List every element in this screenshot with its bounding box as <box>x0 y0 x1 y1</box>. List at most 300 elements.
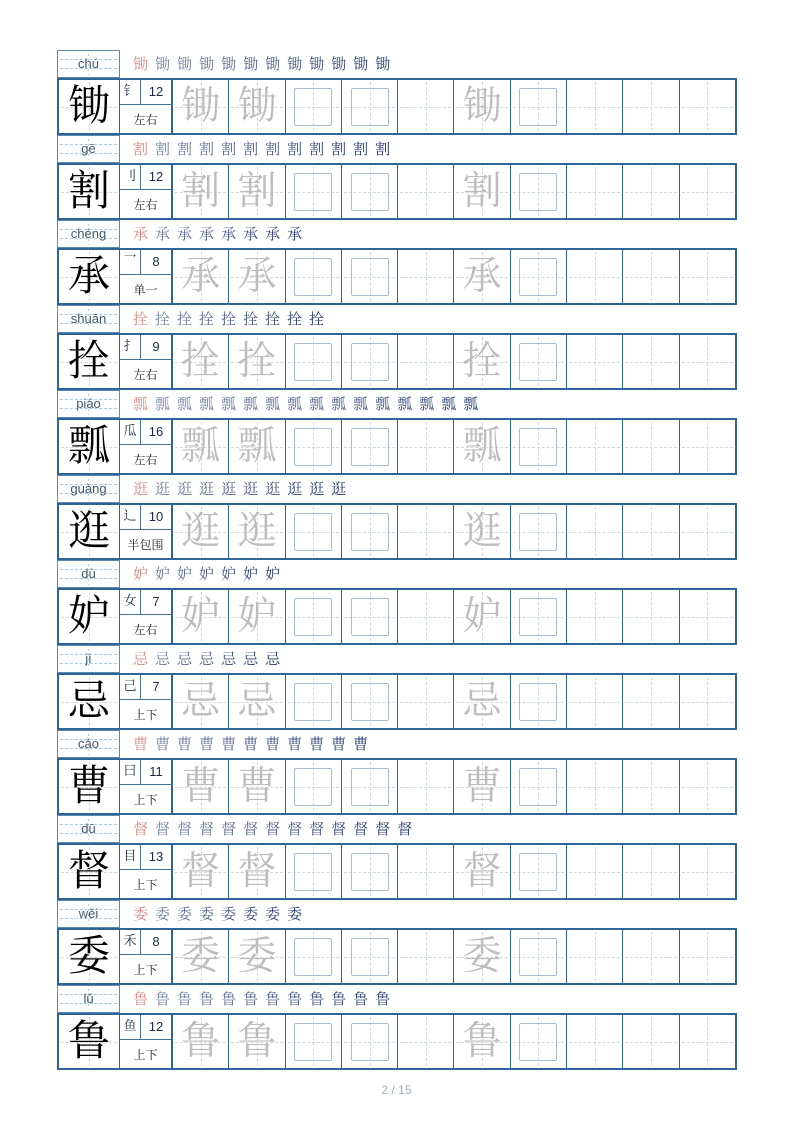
stroke-step-glyph: 锄 <box>133 54 149 73</box>
practice-row <box>57 248 737 305</box>
empty-practice-cell <box>397 1015 453 1068</box>
trace-character: 锄 <box>237 84 277 129</box>
writing-box <box>294 88 332 126</box>
empty-practice-cell <box>397 335 453 388</box>
stroke-step-glyph: 曹 <box>331 734 347 753</box>
empty-practice-cell <box>622 1015 678 1068</box>
trace-character-cell <box>228 420 284 473</box>
writing-box-cell <box>285 760 341 813</box>
character-practice-block <box>57 50 737 135</box>
writing-box <box>519 768 557 806</box>
empty-practice-cell <box>566 930 622 983</box>
stroke-step-glyph: 委 <box>287 904 303 923</box>
writing-box <box>351 853 389 891</box>
pinyin-stroke-strip <box>57 220 737 248</box>
writing-box-cell <box>341 165 397 218</box>
trace-character-cell <box>453 335 509 388</box>
practice-cells <box>172 845 735 898</box>
writing-box-cell <box>341 80 397 133</box>
stroke-step-glyph: 督 <box>243 819 259 838</box>
main-character-cell <box>59 165 120 218</box>
trace-character-cell <box>453 1015 509 1068</box>
radical-strokes-row <box>120 845 171 870</box>
trace-character-cell <box>228 930 284 983</box>
writing-box <box>351 598 389 636</box>
pinyin-stroke-strip <box>57 900 737 928</box>
trace-character-cell <box>453 250 509 303</box>
empty-practice-cell <box>622 930 678 983</box>
stroke-step-glyph: 拴 <box>309 309 325 328</box>
trace-character-cell <box>453 675 509 728</box>
trace-character-cell <box>228 250 284 303</box>
stroke-order-sequence <box>120 220 737 248</box>
stroke-count-label: 8 <box>152 934 160 949</box>
stroke-step-glyph: 瓢 <box>441 394 457 413</box>
character-info-cell <box>120 165 172 218</box>
pinyin-box <box>57 900 120 928</box>
pinyin-box <box>57 50 120 78</box>
empty-practice-cell <box>566 250 622 303</box>
writing-box-cell <box>510 930 566 983</box>
stroke-step-glyph: 割 <box>309 139 325 158</box>
structure-label: 半包围 <box>127 537 164 552</box>
trace-character-cell <box>453 590 509 643</box>
stroke-step-glyph: 妒 <box>199 564 215 583</box>
trace-character-cell <box>453 845 509 898</box>
main-character: 割 <box>67 166 110 215</box>
stroke-step-glyph: 督 <box>177 819 193 838</box>
empty-practice-cell <box>622 675 678 728</box>
stroke-step-glyph: 督 <box>221 819 237 838</box>
practice-row <box>57 758 737 815</box>
stroke-step-glyph: 逛 <box>221 479 237 498</box>
structure-row <box>120 105 171 133</box>
trace-character-cell <box>172 845 228 898</box>
empty-practice-cell <box>679 80 735 133</box>
stroke-step-glyph: 鲁 <box>265 989 281 1008</box>
writing-box <box>294 683 332 721</box>
stroke-count-label: 11 <box>149 764 163 779</box>
practice-row <box>57 503 737 560</box>
character-info-cell <box>120 590 172 643</box>
trace-character-cell <box>228 335 284 388</box>
structure-label: 上下 <box>133 792 158 807</box>
writing-box <box>351 88 389 126</box>
trace-character: 锄 <box>181 84 221 129</box>
stroke-step-glyph: 曹 <box>199 734 215 753</box>
trace-character-cell <box>172 760 228 813</box>
writing-box-cell <box>510 675 566 728</box>
empty-practice-cell <box>679 505 735 558</box>
writing-box-cell <box>510 420 566 473</box>
stroke-step-glyph: 曹 <box>243 734 259 753</box>
trace-character-cell <box>228 505 284 558</box>
stroke-step-glyph: 鲁 <box>309 989 325 1008</box>
radical-label: 扌 <box>120 335 141 359</box>
stroke-step-glyph: 鲁 <box>177 989 193 1008</box>
stroke-step-glyph: 逛 <box>243 479 259 498</box>
empty-practice-cell <box>622 165 678 218</box>
structure-label: 单一 <box>133 282 158 297</box>
stroke-order-sequence <box>120 900 737 928</box>
trace-character: 督 <box>181 849 221 894</box>
character-info-cell <box>120 335 172 388</box>
writing-box <box>519 88 557 126</box>
radical-label: 辶 <box>120 505 141 529</box>
trace-character-cell <box>228 675 284 728</box>
stroke-step-glyph: 逛 <box>133 479 149 498</box>
stroke-step-glyph: 委 <box>133 904 149 923</box>
practice-row <box>57 78 737 135</box>
stroke-step-glyph: 妒 <box>221 564 237 583</box>
structure-row <box>120 275 171 303</box>
structure-row <box>120 785 171 813</box>
pinyin-box <box>57 815 120 843</box>
stroke-step-glyph: 拴 <box>177 309 193 328</box>
empty-practice-cell <box>622 590 678 643</box>
empty-practice-cell <box>622 250 678 303</box>
empty-practice-cell <box>679 250 735 303</box>
main-character-cell <box>59 420 120 473</box>
stroke-step-glyph: 瓢 <box>463 394 479 413</box>
radical-label: 目 <box>120 845 141 869</box>
empty-practice-cell <box>679 845 735 898</box>
writing-box-cell <box>341 590 397 643</box>
stroke-step-glyph: 锄 <box>221 54 237 73</box>
trace-character: 妒 <box>237 594 277 639</box>
stroke-order-sequence <box>120 475 737 503</box>
character-practice-block <box>57 730 737 815</box>
stroke-step-glyph: 逛 <box>199 479 215 498</box>
trace-character-cell <box>172 505 228 558</box>
trace-character: 承 <box>237 254 277 299</box>
writing-box-cell <box>285 845 341 898</box>
writing-box <box>351 343 389 381</box>
stroke-step-glyph: 割 <box>177 139 193 158</box>
pinyin-stroke-strip <box>57 475 737 503</box>
trace-character: 妒 <box>181 594 221 639</box>
stroke-step-glyph: 拴 <box>265 309 281 328</box>
writing-box <box>351 768 389 806</box>
pinyin-label: chéng <box>70 226 107 241</box>
writing-box <box>519 258 557 296</box>
stroke-step-glyph: 妒 <box>265 564 281 583</box>
writing-box-cell <box>285 930 341 983</box>
structure-row <box>120 360 171 388</box>
character-info-cell <box>120 1015 172 1068</box>
trace-character: 曹 <box>237 764 277 809</box>
pinyin-label: guàng <box>70 481 107 496</box>
writing-box-cell <box>341 760 397 813</box>
empty-practice-cell <box>566 80 622 133</box>
practice-cells <box>172 335 735 388</box>
radical-strokes-row <box>120 505 171 530</box>
stroke-step-glyph: 督 <box>199 819 215 838</box>
empty-practice-cell <box>622 505 678 558</box>
radical-strokes-row <box>120 760 171 785</box>
stroke-step-glyph: 逛 <box>287 479 303 498</box>
main-character: 瓢 <box>67 421 110 470</box>
main-character-cell <box>59 675 120 728</box>
empty-practice-cell <box>679 165 735 218</box>
writing-box-cell <box>285 420 341 473</box>
stroke-step-glyph: 割 <box>375 139 391 158</box>
stroke-step-glyph: 瓢 <box>243 394 259 413</box>
stroke-step-glyph: 瓢 <box>177 394 193 413</box>
trace-character: 曹 <box>181 764 221 809</box>
writing-box-cell <box>510 335 566 388</box>
radical-strokes-row <box>120 250 171 275</box>
trace-character-cell <box>172 80 228 133</box>
writing-box-cell <box>510 250 566 303</box>
pinyin-stroke-strip <box>57 50 737 78</box>
main-character-cell <box>59 845 120 898</box>
character-info-cell <box>120 420 172 473</box>
empty-practice-cell <box>679 420 735 473</box>
stroke-order-sequence <box>120 730 737 758</box>
radical-label: 己 <box>120 675 141 699</box>
stroke-step-glyph: 委 <box>155 904 171 923</box>
pinyin-label: gē <box>81 141 96 156</box>
worksheet-body <box>57 50 737 1070</box>
pinyin-box <box>57 135 120 163</box>
trace-character-cell <box>172 1015 228 1068</box>
trace-character: 妒 <box>462 594 502 639</box>
structure-row <box>120 615 171 643</box>
trace-character: 逛 <box>237 509 277 554</box>
main-character: 委 <box>67 931 110 980</box>
pinyin-box <box>57 645 120 673</box>
trace-character: 督 <box>462 849 502 894</box>
trace-character-cell <box>172 165 228 218</box>
empty-practice-cell <box>679 930 735 983</box>
empty-practice-cell <box>397 165 453 218</box>
empty-practice-cell <box>397 420 453 473</box>
trace-character-cell <box>228 590 284 643</box>
empty-practice-cell <box>566 1015 622 1068</box>
writing-box <box>294 768 332 806</box>
writing-box-cell <box>510 590 566 643</box>
stroke-step-glyph: 割 <box>133 139 149 158</box>
trace-character: 承 <box>462 254 502 299</box>
stroke-step-glyph: 瓢 <box>309 394 325 413</box>
structure-label: 左右 <box>133 452 158 467</box>
stroke-step-glyph: 曹 <box>221 734 237 753</box>
writing-box-cell <box>285 590 341 643</box>
practice-row <box>57 333 737 390</box>
trace-character-cell <box>453 930 509 983</box>
pinyin-stroke-strip <box>57 730 737 758</box>
main-character: 鲁 <box>67 1016 110 1065</box>
trace-character-cell <box>228 845 284 898</box>
stroke-count-label: 9 <box>152 339 160 354</box>
trace-character: 委 <box>237 934 277 979</box>
writing-box <box>294 938 332 976</box>
main-character: 妒 <box>67 591 110 640</box>
stroke-step-glyph: 锄 <box>155 54 171 73</box>
radical-strokes-row <box>120 165 171 190</box>
practice-row <box>57 928 737 985</box>
main-character-cell <box>59 1015 120 1068</box>
stroke-step-glyph: 鲁 <box>331 989 347 1008</box>
trace-character: 逛 <box>181 509 221 554</box>
writing-box-cell <box>341 1015 397 1068</box>
writing-box <box>351 683 389 721</box>
writing-box <box>351 428 389 466</box>
stroke-count-label: 7 <box>152 594 160 609</box>
empty-practice-cell <box>622 420 678 473</box>
stroke-step-glyph: 曹 <box>133 734 149 753</box>
practice-row <box>57 673 737 730</box>
practice-cells <box>172 760 735 813</box>
trace-character-cell <box>172 930 228 983</box>
pinyin-stroke-strip <box>57 815 737 843</box>
stroke-step-glyph: 委 <box>177 904 193 923</box>
stroke-order-sequence <box>120 50 737 78</box>
stroke-step-glyph: 锄 <box>375 54 391 73</box>
pinyin-stroke-strip <box>57 985 737 1013</box>
stroke-order-sequence <box>120 390 737 418</box>
writing-box <box>294 1023 332 1061</box>
radical-strokes-row <box>120 335 171 360</box>
pinyin-label: jì <box>85 651 92 666</box>
writing-box <box>519 683 557 721</box>
stroke-step-glyph: 割 <box>221 139 237 158</box>
writing-box <box>351 513 389 551</box>
trace-character: 忌 <box>237 679 277 724</box>
stroke-step-glyph: 忌 <box>177 649 193 668</box>
character-practice-block <box>57 475 737 560</box>
trace-character-cell <box>228 1015 284 1068</box>
trace-character-cell <box>172 420 228 473</box>
writing-box <box>519 173 557 211</box>
writing-box-cell <box>341 505 397 558</box>
radical-label: 禾 <box>120 930 141 954</box>
pinyin-box <box>57 985 120 1013</box>
stroke-step-glyph: 忌 <box>265 649 281 668</box>
radical-label: 鱼 <box>120 1015 141 1039</box>
empty-practice-cell <box>679 760 735 813</box>
practice-cells <box>172 250 735 303</box>
stroke-step-glyph: 瓢 <box>199 394 215 413</box>
radical-strokes-row <box>120 80 171 105</box>
stroke-step-glyph: 忌 <box>155 649 171 668</box>
pinyin-box <box>57 305 120 333</box>
empty-practice-cell <box>397 80 453 133</box>
main-character: 忌 <box>67 676 110 725</box>
stroke-step-glyph: 承 <box>155 224 171 243</box>
stroke-step-glyph: 拴 <box>287 309 303 328</box>
radical-label: 乛 <box>120 250 141 274</box>
stroke-step-glyph: 忌 <box>133 649 149 668</box>
empty-practice-cell <box>566 420 622 473</box>
empty-practice-cell <box>622 335 678 388</box>
main-character: 承 <box>67 251 110 300</box>
writing-box <box>519 513 557 551</box>
stroke-step-glyph: 曹 <box>353 734 369 753</box>
stroke-step-glyph: 忌 <box>199 649 215 668</box>
writing-box-cell <box>285 675 341 728</box>
stroke-count-label: 13 <box>148 849 164 864</box>
trace-character: 鲁 <box>462 1019 502 1064</box>
writing-box <box>519 428 557 466</box>
stroke-step-glyph: 曹 <box>155 734 171 753</box>
practice-row <box>57 418 737 475</box>
practice-cells <box>172 590 735 643</box>
radical-label: 女 <box>120 590 141 614</box>
stroke-step-glyph: 拴 <box>243 309 259 328</box>
trace-character: 督 <box>237 849 277 894</box>
writing-box-cell <box>341 420 397 473</box>
structure-label: 上下 <box>133 1047 158 1062</box>
stroke-step-glyph: 锄 <box>177 54 193 73</box>
pinyin-box <box>57 475 120 503</box>
empty-practice-cell <box>566 335 622 388</box>
trace-character: 委 <box>181 934 221 979</box>
stroke-step-glyph: 委 <box>199 904 215 923</box>
stroke-count-label: 7 <box>152 679 160 694</box>
stroke-step-glyph: 鲁 <box>243 989 259 1008</box>
stroke-order-sequence <box>120 560 737 588</box>
writing-box-cell <box>510 845 566 898</box>
writing-box <box>294 343 332 381</box>
radical-strokes-row <box>120 590 171 615</box>
stroke-step-glyph: 逛 <box>309 479 325 498</box>
stroke-step-glyph: 鲁 <box>287 989 303 1008</box>
character-practice-block <box>57 645 737 730</box>
stroke-count-label: 10 <box>148 509 164 524</box>
stroke-step-glyph: 瓢 <box>397 394 413 413</box>
empty-practice-cell <box>397 250 453 303</box>
stroke-step-glyph: 瓢 <box>287 394 303 413</box>
stroke-step-glyph: 瓢 <box>353 394 369 413</box>
pinyin-stroke-strip <box>57 390 737 418</box>
character-info-cell <box>120 930 172 983</box>
trace-character: 委 <box>462 934 502 979</box>
radical-strokes-row <box>120 1015 171 1040</box>
structure-label: 左右 <box>133 622 158 637</box>
structure-row <box>120 445 171 473</box>
stroke-count-label: 8 <box>152 254 160 269</box>
stroke-step-glyph: 妒 <box>133 564 149 583</box>
main-character: 拴 <box>67 336 110 385</box>
writing-box-cell <box>510 760 566 813</box>
writing-box <box>294 853 332 891</box>
stroke-step-glyph: 忌 <box>243 649 259 668</box>
radical-label: 曰 <box>120 760 141 784</box>
pinyin-stroke-strip <box>57 645 737 673</box>
stroke-step-glyph: 锄 <box>199 54 215 73</box>
main-character: 曹 <box>67 761 110 810</box>
main-character-cell <box>59 335 120 388</box>
stroke-step-glyph: 锄 <box>287 54 303 73</box>
trace-character: 割 <box>237 169 277 214</box>
empty-practice-cell <box>679 1015 735 1068</box>
trace-character-cell <box>228 165 284 218</box>
structure-row <box>120 190 171 218</box>
stroke-step-glyph: 锄 <box>309 54 325 73</box>
stroke-step-glyph: 督 <box>375 819 391 838</box>
writing-box <box>294 513 332 551</box>
stroke-step-glyph: 委 <box>265 904 281 923</box>
trace-character: 拴 <box>181 339 221 384</box>
writing-box <box>519 1023 557 1061</box>
practice-cells <box>172 1015 735 1068</box>
pinyin-stroke-strip <box>57 560 737 588</box>
main-character-cell <box>59 505 120 558</box>
writing-box <box>351 1023 389 1061</box>
trace-character: 拴 <box>237 339 277 384</box>
